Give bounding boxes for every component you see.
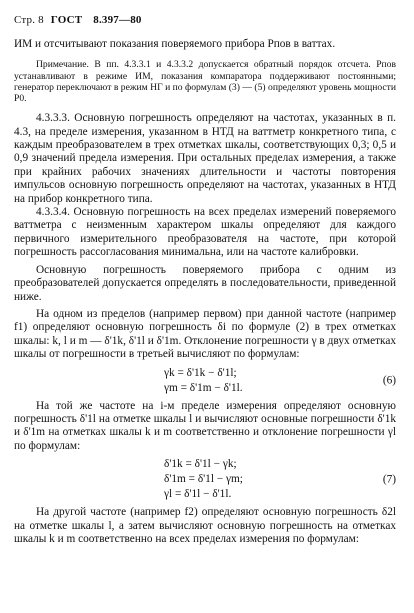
formula-7 (14, 457, 396, 502)
formula-6-line-2: γm = δ'1m − δ'1l. (164, 381, 243, 394)
formula-7-number: (7) (382, 473, 396, 486)
paragraph-4-3-3-3: 4.3.3.3. Основную погрешность определяют на частотах, указанных в п. 4.3, на пределе измерения, указанном в НТД на ваттметр конкретного типа, с каждым преобразователем в трех отметках шкалы, соответствующих 0,3; 0,5 и 0,9 значений предела измерения. При остальных пределах измерения, а также при крайних рабочих значениях длительности и частоты повторения импульсов основную погрешность определяют на частотах, указанных в НТД на прибор конкретного типа. (14, 112, 396, 205)
paragraph-same-frequency: На той же частоте на i-м пределе измерения определяют основную погрешность δ'1l на отметке шкалы l и вычисляют основные погрешности δ'1k и δ'1m на отметках шкалы k и m соответственно и отклонение погрешности γl по формулам: (14, 399, 396, 452)
formula-6 (14, 366, 396, 396)
formula-6-number: (6) (382, 374, 396, 387)
paragraph-one-limit: На одном из пределов (например первом) при данной частоте (например f1) определяют основную погрешность δi по формуле (2) в трех отметках шкалы: k, l и m — δ'1k, δ'1l и δ'1m. Отклонение погрешности γ в двух отметках шкалы от погрешности в третьей вычисляют по формулам: (14, 307, 396, 361)
intro-paragraph: ИМ и отсчитывают показания поверяемого прибора Pпов в ваттах. (14, 38, 336, 50)
paragraph-4-3-3-4: 4.3.3.4. Основную погрешность на всех пределах измерений поверяемого ваттметра с неизменным характером шкалы определяют для каждого первичного измерительного преобразователя на частоте, при которой погрешность рассогласования минимальна, или на частоте калибровки. (14, 206, 396, 259)
page-header (14, 14, 396, 26)
note-paragraph: Примечание. В пп. 4.3.3.1 и 4.3.3.2 допускается обратный порядок отсчета. Pпов устанавливают в режиме ИМ, показания компаратора поддерживают постоянными; генератор переключают в режим НГ и по формулам (3) — (5) определяют уровень мощности P0. (14, 59, 396, 105)
formula-7-line-1: δ'1k = δ'1l − γk; (164, 458, 237, 471)
paragraph-basic-error: Основную погрешность поверяемого прибора с одним из преобразователей допускается определять в последовательности, приведенной ниже. (14, 263, 396, 303)
standard-number: 8.397—80 (93, 14, 142, 26)
standard-label: ГОСТ (50, 14, 83, 26)
formula-6-line-1: γk = δ'1k − δ'1l; (164, 366, 237, 379)
paragraph-other-frequency: На другой частоте (например f2) определяют основную погрешность δ2l на отметке шкалы l, а затем вычисляют основную погрешность на отметках шкалы k и m соответственно на всех пределах измерения по формулам: (14, 506, 396, 545)
formula-7-line-3: γl = δ'1l − δ'1l. (164, 488, 232, 501)
formula-7-line-2: δ'1m = δ'1l − γm; (164, 473, 243, 486)
page-number: Стр. 8 (14, 14, 44, 26)
